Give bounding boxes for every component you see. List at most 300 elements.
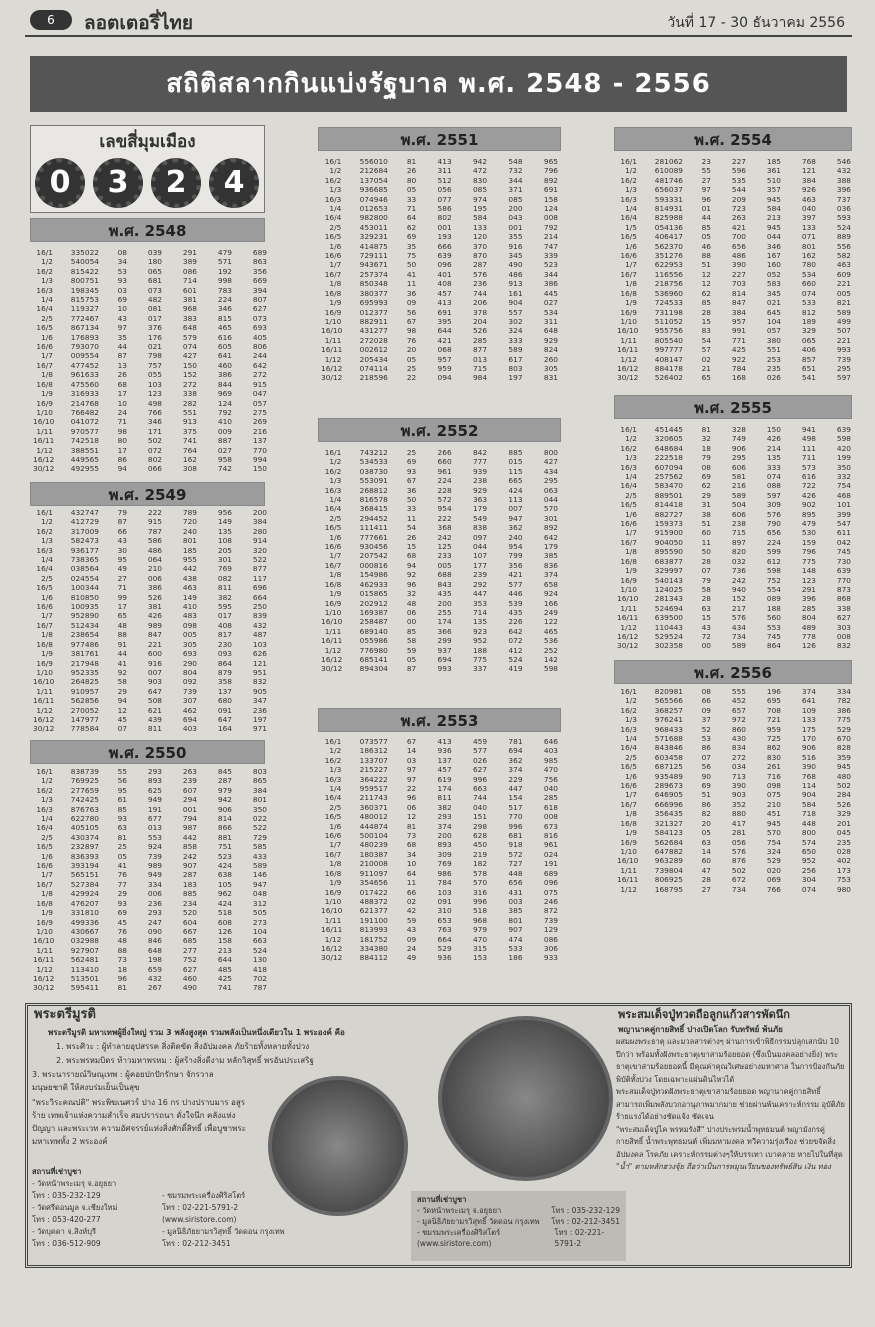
front-three-1: 723 (731, 204, 746, 214)
first-prize: 186312 (359, 746, 388, 756)
last-three-1: 962 (217, 889, 232, 899)
front-three-2: 584 (472, 213, 488, 223)
last-three-1: 170 (801, 734, 816, 744)
draw-date: 16/11 (617, 613, 639, 623)
table-row (318, 533, 561, 542)
website: (www.siristore.com) (162, 1215, 237, 1224)
front-three-1: 006 (147, 889, 162, 899)
last-three-1: 003 (508, 896, 523, 906)
last-two-digits: 80 (117, 436, 127, 446)
last-three-2: 499 (836, 316, 851, 326)
front-three-2: 224 (766, 537, 781, 547)
last-three-2: 877 (252, 564, 267, 574)
last-two-digits: 54 (701, 335, 711, 345)
last-two-digits: 56 (701, 762, 711, 772)
last-three-1: 448 (801, 818, 816, 828)
front-three-2: 353 (472, 598, 488, 608)
last-three-2: 739 (543, 915, 558, 925)
draw-date: 16/7 (324, 849, 342, 859)
lottery-table (614, 425, 854, 651)
last-two-digits: 81 (701, 425, 711, 434)
front-three-2: 363 (472, 495, 488, 505)
first-prize: 113410 (70, 964, 99, 974)
table-row (30, 908, 270, 917)
first-prize: 976241 (654, 715, 683, 725)
front-three-2: 716 (766, 771, 781, 781)
table-row (30, 574, 270, 583)
draw-date: 16/4 (324, 793, 342, 803)
first-prize: 214768 (70, 398, 99, 408)
draw-date: 1/11 (620, 865, 637, 875)
front-three-2: 838 (472, 523, 488, 533)
front-three-1: 991 (731, 326, 746, 336)
front-three-1: 893 (147, 776, 162, 786)
lottery-table (318, 737, 561, 963)
last-three-2: 626 (252, 649, 267, 659)
last-three-2: 806 (252, 342, 267, 352)
last-three-2: 480 (836, 771, 851, 781)
front-three-2: 777 (472, 457, 488, 467)
last-two-digits: 48 (406, 598, 417, 608)
table-row (30, 304, 270, 313)
last-two-digits: 45 (117, 714, 127, 724)
phone: โทร : 02-221-5791-2 (554, 1228, 605, 1248)
last-three-1: 175 (801, 724, 816, 734)
front-three-1: 432 (147, 973, 162, 983)
last-three-2: 673 (543, 821, 558, 831)
draw-date: 2/5 (41, 313, 53, 323)
front-three-2: 333 (766, 462, 781, 472)
draw-date: 1/11 (324, 626, 342, 636)
front-three-1: 421 (731, 222, 746, 232)
last-three-2: 800 (543, 448, 558, 457)
front-three-1: 457 (437, 288, 452, 298)
first-prize: 176893 (70, 332, 99, 342)
last-three-2: 689 (252, 248, 267, 257)
front-three-1: 660 (437, 457, 452, 467)
front-three-2: 952 (472, 636, 488, 646)
table-row (30, 286, 270, 295)
draw-date: 16/10 (321, 617, 343, 627)
draw-date: 16/5 (36, 583, 53, 593)
last-three-1: 109 (801, 705, 816, 715)
front-three-2: 005 (182, 630, 197, 640)
last-three-1: 722 (801, 481, 816, 491)
first-prize: 137054 (359, 175, 388, 185)
draw-date: 1/7 (329, 551, 342, 561)
last-three-2: 664 (252, 592, 267, 602)
front-three-1: 802 (437, 213, 452, 223)
first-prize: 449565 (70, 454, 99, 464)
table-row (614, 298, 854, 307)
front-three-1: 949 (147, 795, 162, 805)
table-row (318, 869, 561, 878)
last-three-2: 104 (252, 926, 267, 936)
last-three-2: 582 (836, 251, 851, 261)
table-row (614, 481, 854, 490)
last-two-digits: 81 (117, 832, 127, 842)
first-prize: 970577 (70, 426, 99, 436)
last-three-1: 072 (508, 636, 523, 646)
last-three-2: 386 (543, 279, 558, 289)
last-two-digits: 44 (701, 213, 711, 223)
last-two-digits: 05 (406, 354, 417, 364)
last-three-1: 660 (801, 279, 816, 289)
first-prize: 210008 (359, 859, 388, 869)
front-three-2: 074 (182, 342, 197, 352)
front-three-2: 945 (766, 818, 781, 828)
first-prize: 621377 (359, 906, 388, 916)
draw-date: 1/11 (324, 335, 342, 345)
table-row (30, 342, 270, 351)
front-three-2: 277 (182, 945, 197, 955)
last-three-2: 611 (836, 528, 851, 538)
last-two-digits: 06 (406, 802, 417, 812)
table-row (318, 298, 561, 307)
last-two-digits: 97 (117, 323, 127, 333)
front-three-2: 188 (766, 603, 781, 613)
front-three-2: 040 (472, 802, 488, 812)
first-prize: 639500 (654, 613, 683, 623)
draw-date: 1/9 (41, 389, 53, 399)
last-two-digits: 68 (117, 379, 127, 389)
last-two-digits: 76 (117, 926, 127, 936)
draw-date: 16/1 (36, 248, 53, 257)
draw-date: 1/7 (625, 790, 637, 800)
front-three-2: 057 (766, 326, 781, 336)
first-prize: 012653 (359, 204, 388, 214)
front-three-1: 039 (147, 248, 162, 257)
last-three-1: 356 (508, 560, 523, 570)
last-three-1: 845 (217, 767, 232, 776)
table-row (614, 317, 854, 326)
last-three-1: 007 (508, 504, 523, 514)
first-prize: 513501 (70, 973, 99, 983)
last-three-2: 836 (543, 560, 558, 570)
front-three-1: 221 (147, 639, 162, 649)
front-three-1: 811 (437, 793, 452, 803)
last-three-2: 807 (252, 295, 267, 305)
front-three-2: 775 (472, 654, 488, 664)
first-prize: 959517 (359, 784, 388, 794)
phone: โทร : 053-420-277 (32, 1215, 101, 1224)
first-prize: 015865 (359, 589, 388, 599)
last-two-digits: 62 (701, 288, 711, 298)
front-three-2: 345 (766, 288, 781, 298)
last-three-1: 811 (217, 583, 232, 593)
draw-date: 16/1 (620, 687, 637, 696)
last-two-digits: 97 (406, 765, 417, 775)
front-three-2: 462 (182, 705, 197, 715)
draw-date: 16/10 (321, 326, 343, 336)
front-three-1: 238 (731, 519, 746, 529)
last-three-1: 358 (217, 677, 232, 687)
front-three-1: 843 (437, 579, 452, 589)
last-three-2: 332 (836, 472, 851, 482)
last-two-digits: 05 (406, 185, 417, 195)
draw-date: 30/12 (321, 664, 343, 674)
last-two-digits: 60 (701, 856, 711, 866)
ad-left-item: 2. พระพรหมบิดร ท้าวมหาพรหม : ผู้สร้างสิ่งดีงาม หลักวิสุทธิ์ พรอันประเสริฐ (56, 1056, 314, 1065)
front-three-1: 688 (437, 570, 452, 580)
front-three-1: 056 (437, 185, 452, 195)
first-prize: 294452 (359, 513, 388, 523)
front-three-2: 206 (472, 298, 488, 308)
first-prize: 562684 (654, 837, 683, 847)
table-row (30, 389, 270, 398)
year-header: พ.ศ. 2553 (318, 708, 561, 732)
front-three-1: 408 (437, 279, 452, 289)
last-two-digits: 76 (406, 335, 417, 345)
table-row (614, 696, 854, 705)
last-two-digits: 68 (406, 840, 417, 850)
front-three-1: 386 (147, 583, 162, 593)
front-three-1: 648 (147, 945, 162, 955)
table-row (30, 724, 270, 733)
front-three-1: 664 (437, 934, 452, 944)
table-row (30, 380, 270, 389)
first-prize: 159373 (654, 519, 683, 529)
front-three-1: 395 (437, 316, 452, 326)
last-three-1: 616 (217, 332, 232, 342)
first-prize: 955756 (654, 326, 683, 336)
front-three-2: 337 (472, 664, 488, 674)
table-row (614, 500, 854, 509)
table-row (614, 166, 854, 175)
table-row (614, 687, 854, 696)
last-two-digits: 26 (117, 370, 127, 380)
front-three-1: 374 (437, 821, 452, 831)
front-three-1: 957 (437, 354, 452, 364)
front-three-1: 989 (147, 861, 162, 871)
table-row (318, 486, 561, 495)
last-three-1: 803 (508, 363, 523, 373)
front-three-1: 897 (731, 537, 746, 547)
table-row (318, 223, 561, 232)
front-three-2: 153 (472, 953, 488, 963)
last-three-1: 126 (801, 641, 816, 651)
front-three-2: 185 (182, 545, 197, 555)
first-prize: 281343 (654, 594, 683, 604)
last-three-1: 694 (508, 746, 523, 756)
front-three-1: 576 (731, 613, 746, 623)
last-two-digits: 05 (406, 654, 417, 664)
first-prize: 181752 (359, 934, 388, 944)
last-two-digits: 43 (117, 313, 127, 323)
last-two-digits: 71 (406, 204, 417, 214)
draw-date: 1/4 (329, 204, 342, 214)
last-two-digits: 49 (406, 953, 417, 963)
front-three-1: 691 (437, 307, 452, 317)
draw-date: 30/12 (33, 724, 55, 734)
first-prize: 480239 (359, 840, 388, 850)
front-three-2: 308 (182, 464, 197, 474)
front-three-2: 570 (766, 828, 781, 838)
last-two-digits: 62 (701, 481, 711, 491)
last-three-1: 904 (508, 298, 523, 308)
front-three-1: 769 (437, 859, 452, 869)
draw-date: 16/8 (324, 288, 342, 298)
table-row (30, 776, 270, 785)
draw-date: 16/11 (617, 345, 639, 355)
front-three-2: 204 (472, 316, 488, 326)
table-row (30, 842, 270, 851)
last-three-1: 074 (801, 288, 816, 298)
front-three-1: 311 (437, 166, 452, 176)
table-row (614, 204, 854, 213)
front-three-2: 968 (182, 304, 197, 314)
front-three-2: 120 (472, 232, 488, 242)
last-three-2: 246 (543, 896, 558, 906)
last-three-2: 905 (252, 686, 267, 696)
first-prize: 264825 (70, 677, 99, 687)
front-three-1: 619 (437, 774, 452, 784)
last-three-2: 824 (543, 345, 558, 355)
last-three-1: 902 (801, 500, 816, 510)
front-three-1: 236 (147, 898, 162, 908)
first-prize: 393194 (70, 861, 99, 871)
last-three-2: 200 (252, 508, 267, 517)
draw-date: 16/4 (36, 564, 53, 574)
first-prize: 607094 (654, 462, 683, 472)
first-prize: 838739 (70, 767, 99, 776)
table-row (318, 953, 561, 962)
last-two-digits: 27 (701, 175, 711, 185)
front-three-2: 984 (472, 373, 488, 383)
first-prize: 556010 (359, 157, 388, 166)
first-prize: 687125 (654, 762, 683, 772)
draw-date: 16/5 (324, 812, 342, 822)
draw-date: 1/6 (625, 241, 637, 251)
front-three-1: 390 (731, 260, 746, 270)
table-row (30, 889, 270, 898)
front-three-2: 107 (472, 551, 488, 561)
draw-date: 16/9 (324, 887, 342, 897)
last-three-1: 082 (217, 573, 232, 583)
table-row (30, 621, 270, 630)
table-row (30, 880, 270, 889)
last-three-1: 425 (217, 973, 232, 983)
draw-date: 1/4 (41, 295, 53, 305)
draw-date: 16/11 (321, 636, 343, 646)
table-row (614, 604, 854, 613)
last-two-digits: 69 (701, 472, 711, 482)
draw-date: 1/12 (620, 884, 637, 894)
last-three-2: 235 (836, 837, 851, 847)
first-prize: 444874 (359, 821, 388, 831)
front-three-1: 056 (731, 837, 746, 847)
last-three-1: 371 (508, 185, 523, 195)
first-prize: 360371 (359, 802, 388, 812)
front-three-2: 601 (182, 285, 197, 295)
last-two-digits: 64 (406, 213, 417, 223)
table-row (30, 564, 270, 573)
last-three-2: 275 (252, 407, 267, 417)
draw-date: 1/8 (41, 630, 53, 640)
first-prize: 191100 (359, 915, 388, 925)
front-three-1: 903 (731, 790, 746, 800)
last-three-2: 432 (252, 620, 267, 630)
last-two-digits: 66 (406, 887, 417, 897)
front-three-1: 847 (731, 298, 746, 308)
last-three-2: 305 (543, 363, 558, 373)
last-three-1: 384 (801, 175, 816, 185)
first-prize: 776980 (359, 645, 388, 655)
place: - วัดหน้าพระเมรุ จ.อยุธยา (32, 1179, 117, 1188)
last-two-digits: 25 (117, 842, 127, 852)
front-three-2: 375 (182, 426, 197, 436)
last-three-1: 907 (508, 925, 523, 935)
ad-left-paragraph: "พระวิระคณปติ" พระพิฆเนศวร์ ปาง 16 กร ปางปราบมาร อสูรร้าย เทพเจ้าแห่งความสำเร็จ สมปรารถนา ดั่งใจนึก คลังแห่งปัญญา และพระเวท ความอัศจรรย์แห่งสิ่งศักดิ์สิทธิ์ เพื่อบูชาพระมหาเทพทั้ง 2 พระองค์ (32, 1098, 246, 1146)
front-three-1: 068 (437, 345, 452, 355)
first-prize: 936177 (70, 545, 99, 555)
draw-date: 16/2 (324, 175, 342, 185)
last-three-1: 291 (801, 584, 816, 594)
last-two-digits: 69 (701, 781, 711, 791)
last-two-digits: 80 (406, 175, 417, 185)
last-three-1: 711 (801, 453, 816, 463)
table-row (318, 260, 561, 269)
table-row (30, 295, 270, 304)
draw-date: 16/1 (36, 508, 53, 517)
first-prize: 430374 (70, 832, 99, 842)
draw-date: 1/7 (41, 870, 53, 880)
front-three-1: 417 (731, 818, 746, 828)
table-row (30, 870, 270, 879)
table-row (614, 213, 854, 222)
front-three-2: 460 (182, 973, 197, 983)
last-three-2: 086 (543, 934, 558, 944)
draw-date: 16/8 (36, 639, 53, 649)
draw-date: 16/11 (321, 925, 343, 935)
front-three-2: 627 (182, 964, 197, 974)
front-three-1: 434 (731, 622, 746, 632)
last-three-2: 536 (543, 636, 558, 646)
front-three-1: 893 (437, 840, 452, 850)
first-prize: 968433 (654, 724, 683, 734)
last-three-1: 926 (801, 185, 816, 195)
front-three-1: 544 (731, 185, 746, 195)
front-three-2: 183 (182, 879, 197, 889)
front-three-1: 589 (731, 490, 746, 500)
front-three-2: 075 (766, 790, 781, 800)
table-row (30, 399, 270, 408)
front-three-2: 088 (766, 481, 781, 491)
draw-date: 1/3 (625, 453, 637, 463)
table-row (318, 279, 561, 288)
draw-date: 16/3 (36, 285, 53, 295)
table-row (318, 157, 561, 166)
last-three-1: 595 (217, 602, 232, 612)
last-three-1: 533 (801, 298, 816, 308)
last-two-digits: 44 (117, 649, 127, 659)
first-prize: 527384 (70, 879, 99, 889)
front-three-1: 512 (437, 175, 452, 185)
first-prize: 724533 (654, 298, 683, 308)
table-row (614, 242, 854, 251)
draw-date: 16/12 (617, 631, 639, 641)
last-three-1: 065 (801, 335, 816, 345)
front-three-1: 125 (437, 542, 452, 552)
front-three-1: 576 (731, 846, 746, 856)
last-three-2: 965 (543, 157, 558, 166)
last-two-digits: 63 (117, 823, 127, 833)
front-three-1: 954 (437, 504, 452, 514)
draw-date: 30/12 (617, 373, 639, 383)
last-three-2: 158 (543, 194, 558, 204)
draw-date: 16/7 (620, 269, 637, 279)
front-three-2: 451 (766, 809, 781, 819)
